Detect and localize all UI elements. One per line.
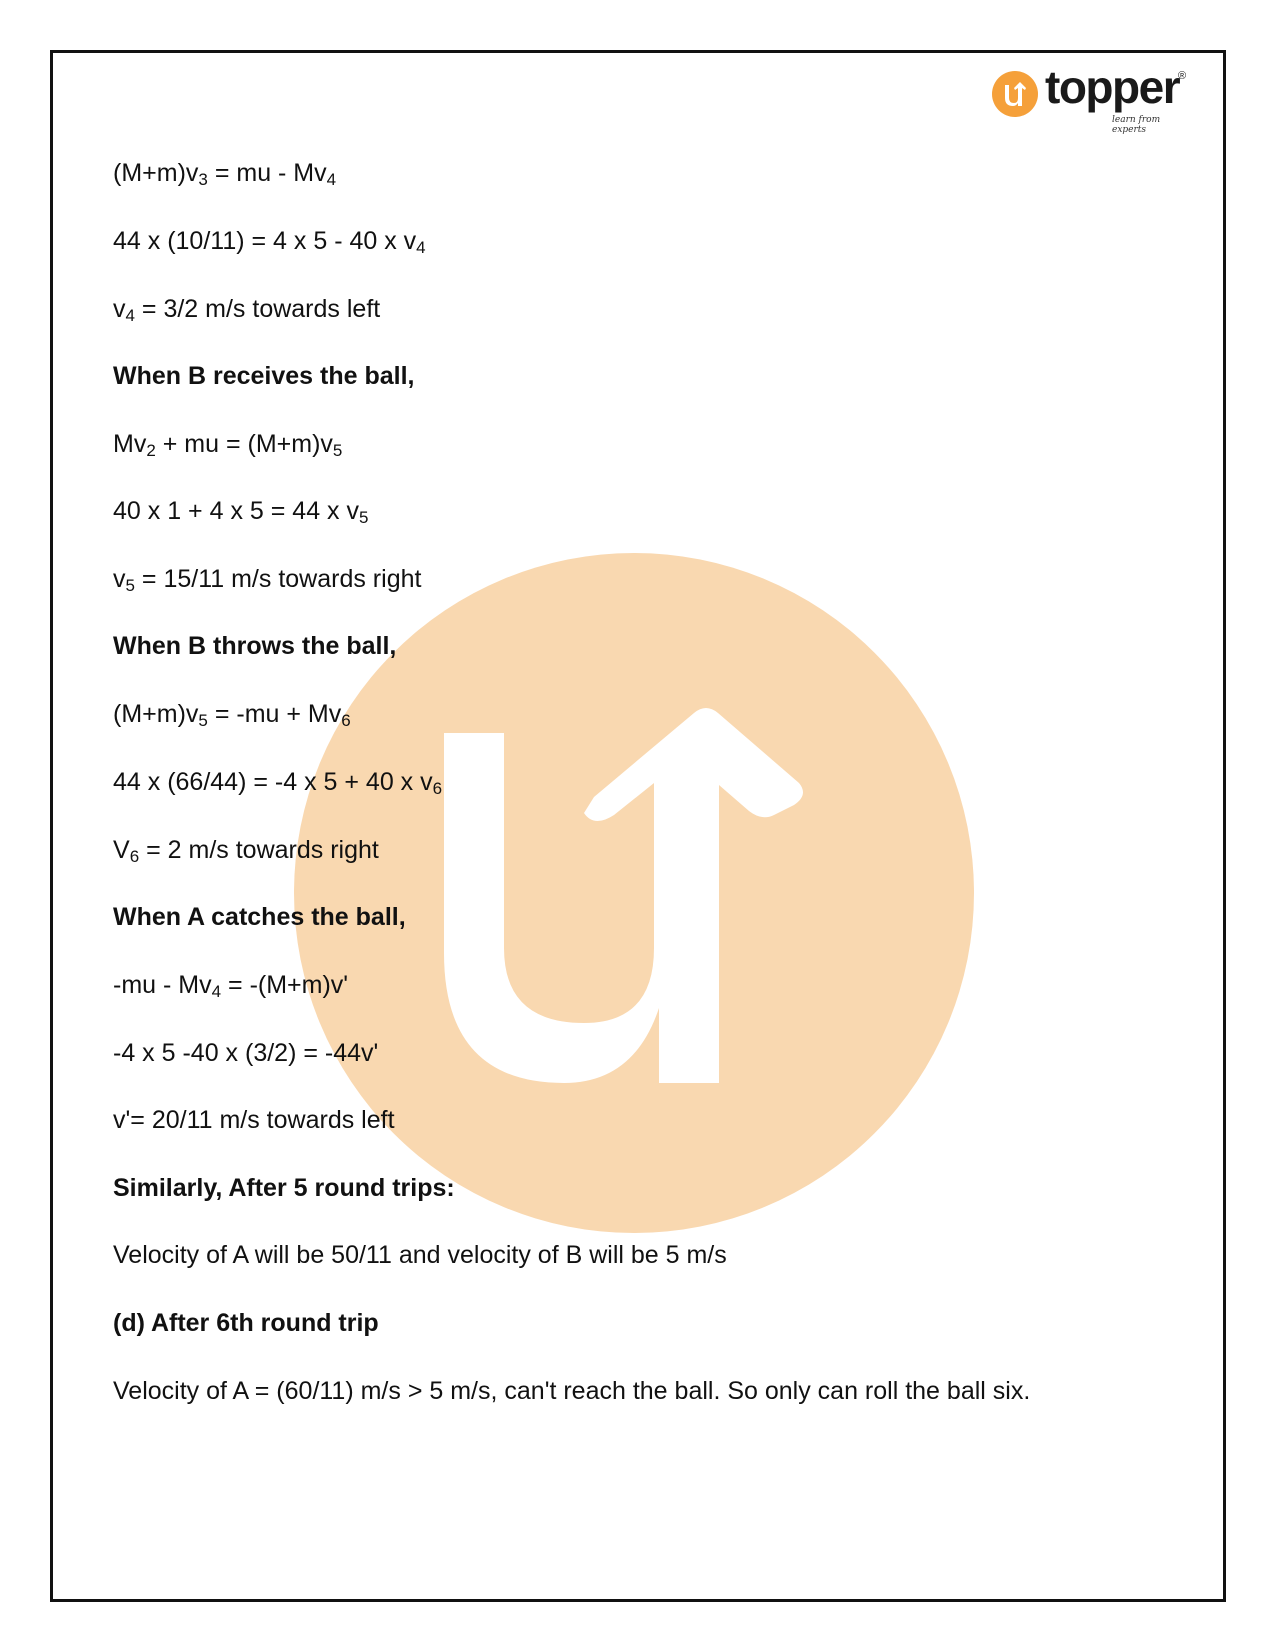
equation-line (113, 294, 380, 324)
equation-line (113, 429, 342, 459)
subscript: 5 (358, 508, 369, 527)
text-run: Similarly, After 5 round trips: (113, 1174, 455, 1202)
text-run: = -(M+m)v' (221, 971, 349, 999)
registered-mark: ® (1178, 70, 1187, 82)
text-run: 44 x (66/44) = -4 x 5 + 40 x v (113, 768, 433, 796)
topper-u-arrow-icon (992, 71, 1038, 117)
equation-line (113, 1105, 395, 1135)
equation-line (113, 1038, 378, 1068)
subscript: 6 (432, 779, 443, 798)
text-run: (d) After 6th round trip (113, 1309, 379, 1337)
text-run: Velocity of A = (60/11) m/s > 5 m/s, can't reach the ball. So only can roll the ball six. (113, 1377, 1031, 1405)
equation-line (113, 835, 379, 865)
subscript: 4 (125, 306, 135, 325)
equation-line (113, 1240, 727, 1270)
equation-line (113, 970, 348, 1000)
logo-tagline: learn from experts (1112, 115, 1161, 135)
section-heading (113, 631, 396, 661)
text-run: = mu - Mv (207, 159, 327, 187)
topper-logo (992, 61, 1192, 135)
section-heading (113, 1308, 379, 1338)
text-run: v (113, 565, 126, 593)
text-run: = 3/2 m/s towards left (134, 295, 381, 323)
subscript: 5 (332, 441, 343, 460)
text-run: Mv (113, 430, 147, 458)
text-run: v (113, 295, 126, 323)
section-heading (113, 902, 406, 932)
text-run: (M+m)v (113, 159, 199, 187)
equation-line (113, 564, 421, 594)
equation-line (113, 226, 426, 256)
text-run: = 15/11 m/s towards right (134, 565, 422, 593)
text-run: = -mu + Mv (207, 700, 342, 728)
text-run: v'= 20/11 m/s towards left (113, 1106, 395, 1134)
section-heading (113, 361, 415, 391)
section-heading (113, 1173, 455, 1203)
text-run: + mu = (M+m)v (155, 430, 333, 458)
text-run: V (113, 836, 130, 864)
text-run: Velocity of A will be 50/11 and velocity of B will be 5 m/s (113, 1241, 727, 1269)
text-run: -4 x 5 -40 x (3/2) = -44v' (113, 1039, 379, 1067)
equation-line (113, 767, 442, 797)
equation-line (113, 1376, 1030, 1406)
subscript: 4 (211, 982, 222, 1001)
subscript: 4 (416, 238, 426, 257)
text-run: When A catches the ball, (113, 903, 406, 931)
text-run: 40 x 1 + 4 x 5 = 44 x v (113, 497, 359, 525)
subscript: 4 (326, 170, 337, 189)
equation-line (113, 158, 336, 188)
text-run: -mu - Mv (113, 971, 212, 999)
subscript: 3 (198, 170, 208, 189)
equation-line (113, 699, 351, 729)
logo-wordmark: topper (1045, 61, 1180, 113)
subscript: 6 (129, 847, 140, 866)
text-run: (M+m)v (113, 700, 199, 728)
text-run: = 2 m/s towards right (139, 836, 379, 864)
text-run: When B throws the ball, (113, 632, 397, 660)
text-run: When B receives the ball, (113, 362, 415, 390)
subscript: 6 (341, 711, 351, 730)
subscript: 5 (125, 576, 135, 595)
subscript: 2 (146, 441, 156, 460)
text-run: 44 x (10/11) = 4 x 5 - 40 x v (113, 227, 417, 255)
equation-line (113, 496, 368, 526)
subscript: 5 (198, 711, 208, 730)
